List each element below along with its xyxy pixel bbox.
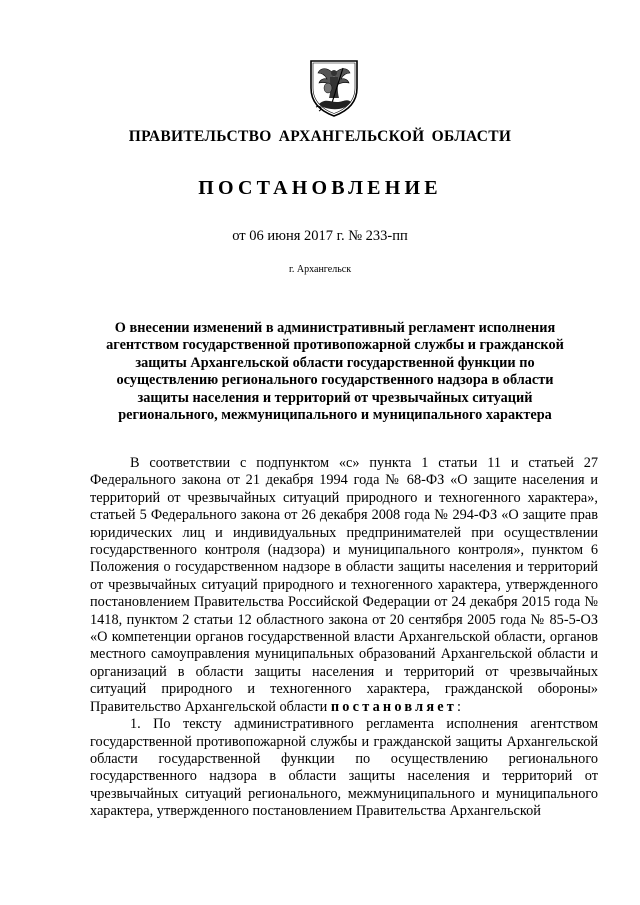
preamble-text: В соответствии с подпунктом «с» пункта 1 статьи 11 и статьей 27 Федерального закона от 21 декабря 1994 года № 68-ФЗ «О защите населения и территорий от чрезвычайных ситуаций природного и техногенного характера», статьей 5 Федерального закона от 26 декабря 2008 года № 294-ФЗ «О защите прав юридических лиц и индивидуальных предпринимателей при осуществлении государственного контроля (надзора) и муниципального контроля», пунктом 6 Положения о государственном надзоре в области защиты населения и территорий от чрезвычайных ситуаций природного и техногенного характера, утвержденного постановлением Правительства Российской Федерации от 24 декабря 2015 года № 1418, пунктом 2 статьи 12 областного закона от 20 сентября 2005 года № 85-5-ОЗ «О компетенции органов государственной власти Архангельской области, органов местного самоуправления муниципальных образований Архангельской области и организаций в области защиты населения и территорий от чрезвычайных ситуаций природного и техногенного характера, гражданской обороны» Правительство Архангельской области <box>90 455 598 715</box>
organization-name: ПРАВИТЕЛЬСТВО АРХАНГЕЛЬСКОЙ ОБЛАСТИ <box>128 128 512 145</box>
document-body <box>90 455 598 821</box>
coat-of-arms-icon <box>307 58 361 118</box>
document-type: ПОСТАНОВЛЕНИЕ <box>198 177 442 199</box>
resolves-keyword: постановляет <box>330 698 458 715</box>
item-1-paragraph: 1. По тексту административного регламента исполнения агентством государственной противопожарной службы и гражданской защиты Архангельской области государственной функции по осуществлению регионального государственного надзора в области защиты населения и территорий от чрезвычайных ситуаций регионального, межмуниципального и муниципального характера, утвержденного постановлением Правительства Архангельской <box>90 716 598 820</box>
resolves-punctuation: : <box>457 698 462 715</box>
document-city: г. Архангельск <box>288 264 352 275</box>
preamble-paragraph <box>90 455 598 716</box>
document-title: О внесении изменений в административный регламент исполнения агентством государственной противопожарной службы и гражданской защиты Архангельской области государственной функции по осуществлению регионального государственного надзора в области защиты населения и территорий от чрезвычайных ситуаций регионального, межмуниципального и муниципального характера <box>106 320 564 424</box>
document-date-number: от 06 июня 2017 г. № 233-пп <box>232 228 408 244</box>
